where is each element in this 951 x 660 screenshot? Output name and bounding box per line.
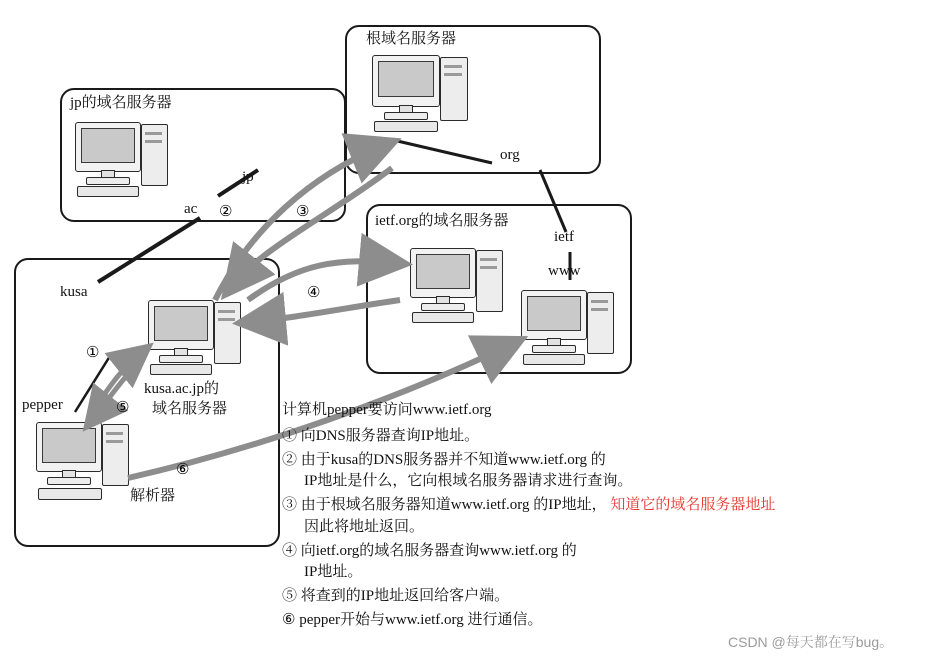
legend-intro: 计算机pepper要访问www.ietf.org [282,402,492,418]
computer-root [372,55,487,133]
legend-text-4b: IP地址。 [304,564,363,581]
label-root-server: 根域名服务器 [366,31,457,47]
legend-text-1: 向DNS服务器查询IP地址。 [300,427,480,444]
step-mark-5: ⑤ [116,400,130,416]
step-mark-3: ③ [296,204,310,220]
legend-mark-2: ② [282,451,298,468]
label-kusa-server-line2: 域名服务器 [152,401,228,417]
label-edge-org: org [500,147,520,163]
legend-item-3 [282,495,775,539]
legend-mark-4: ④ [282,542,298,559]
legend-text-3: 由于根域名服务器知道www.ietf.org 的IP地址， [300,497,607,513]
legend-mark-1: ① [282,427,298,444]
legend-block [282,400,775,632]
legend-text-6: pepper开始与www.ietf.org 进行通信。 [299,611,543,628]
legend-item-2 [282,450,775,494]
legend-item-5 [282,586,775,608]
legend-text-2b: IP地址是什么，它向根域名服务器请求进行查询。 [304,473,633,490]
label-edge-www: www [548,263,581,279]
label-jp-server: jp的域名服务器 [70,95,172,111]
legend-text-2: 由于kusa的DNS服务器并不知道www.ietf.org 的 [300,451,606,468]
computer-kusa [148,300,258,376]
label-edge-jp: jp [242,169,254,185]
label-ietf-server: ietf.org的域名服务器 [375,213,509,229]
legend-mark-6: ⑥ [282,611,296,628]
legend-item-6 [282,610,775,632]
step-mark-4: ④ [307,285,321,301]
legend-mark-5: ⑤ [282,588,298,604]
legend-mark-3: ③ [282,497,298,513]
computer-jp [75,122,185,198]
label-kusa-server-line1: kusa.ac.jp的 [144,381,219,397]
step-mark-2: ② [219,204,233,220]
legend-note-3: 知道它的域名服务器地址 [610,497,776,513]
label-host-pepper: pepper [22,397,63,413]
watermark: CSDN @每天都在写bug。 [728,634,894,650]
step-mark-1: ① [86,345,100,361]
step-mark-6: ⑥ [176,462,190,478]
legend-item-4 [282,541,775,585]
computer-www [521,290,631,366]
label-edge-ietf: ietf [554,229,574,245]
label-edge-ac: ac [184,201,198,217]
label-edge-kusa: kusa [60,284,88,300]
label-resolver: 解析器 [130,488,176,504]
legend-text-3b: 因此将地址返回。 [304,518,425,535]
legend-item-1 [282,426,775,448]
computer-ietf [410,248,520,324]
legend-text-4: 向ietf.org的域名服务器查询www.ietf.org 的 [300,542,577,559]
legend-text-5: 将查到的IP地址返回给客户端。 [300,588,510,604]
